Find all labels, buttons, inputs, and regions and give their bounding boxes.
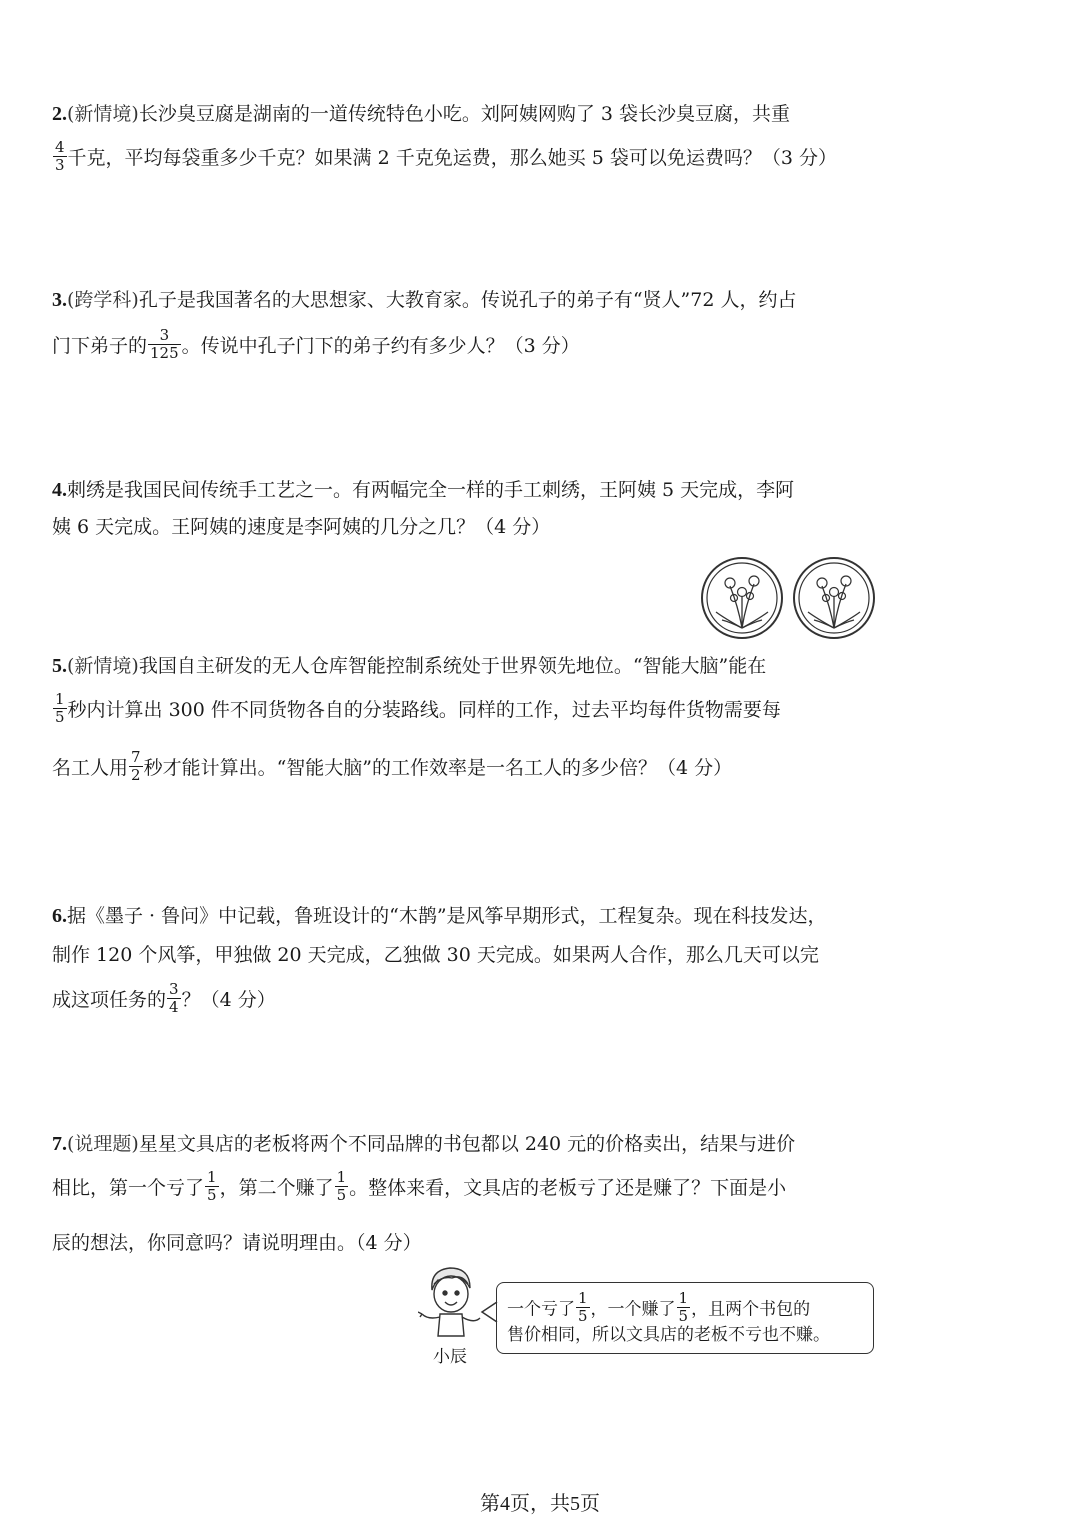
q6-text-3a: 成这项任务的 <box>52 988 167 1011</box>
question-number: 6. <box>52 905 67 927</box>
fraction: $\frac{1}{5}$ <box>55 690 65 726</box>
speech-text-b: ，一个赚了 <box>590 1299 676 1320</box>
q3-text-1: 孔子是我国著名的大思想家、大教育家。传说孔子的弟子有“贤人”72 人，约占 <box>138 289 797 311</box>
q3-line-2 <box>52 326 580 364</box>
q6-line-1 <box>52 906 827 926</box>
fraction: $\frac{1}{5}$ <box>578 1289 588 1325</box>
q6-text-2: 制作 120 个风筝，甲独做 20 天完成，乙独做 30 天完成。如果两人合作，那么几天可以完 <box>52 944 819 966</box>
page-number: 第4页，共5页 <box>480 1493 600 1515</box>
q4-text-2: 姨 6 天完成。王阿姨的速度是李阿姨的几分之几？（4 分） <box>52 516 551 538</box>
q6-line-3 <box>52 980 276 1018</box>
question-number: 7. <box>52 1133 67 1155</box>
speech-text-c: ，且两个书包的 <box>691 1299 811 1320</box>
fraction: $\frac{3}{4}$ <box>169 980 179 1016</box>
question-tag: (说理题) <box>67 1133 139 1155</box>
fraction: $\frac{1}{5}$ <box>207 1168 217 1204</box>
boy-character-icon <box>418 1262 484 1344</box>
fraction: $\frac{3}{125}$ <box>150 326 179 362</box>
q6-text-3b: ？（4 分） <box>181 988 276 1011</box>
question-number: 5. <box>52 655 67 677</box>
q7-line-3 <box>52 1234 422 1253</box>
q3-text-2a: 门下弟子的 <box>52 334 148 357</box>
q6-text-1: 据《墨子 · 鲁问》中记载，鲁班设计的“木鹊”是风筝早期形式，工程复杂。现在科技发达， <box>67 905 827 927</box>
q5-text-1: 我国自主研发的无人仓库智能控制系统处于世界领先地位。“智能大脑”能在 <box>138 655 767 677</box>
speech-line-2 <box>507 1327 830 1344</box>
speaker-name: 小辰 <box>433 1347 467 1367</box>
q7-text-2b: ，第二个赚了 <box>219 1176 334 1199</box>
question-number: 2. <box>52 103 67 125</box>
speech-bubble <box>496 1282 874 1354</box>
q7-line-1 <box>52 1134 795 1154</box>
q5-text-3a: 名工人用 <box>52 756 129 779</box>
fraction: $\frac{4}{3}$ <box>55 138 65 174</box>
q7-line-2 <box>52 1168 787 1206</box>
q7-text-1: 星星文具店的老板将两个不同品牌的书包都以 240 元的价格卖出，结果与进价 <box>138 1133 796 1155</box>
q5-line-2 <box>52 690 781 728</box>
fraction: $\frac{1}{5}$ <box>336 1168 347 1204</box>
speech-text-line2: 售价相同，所以文具店的老板不亏也不赚。 <box>507 1325 830 1345</box>
fraction: $\frac{7}{2}$ <box>131 748 141 784</box>
q4-line-2 <box>52 518 550 537</box>
q2-line-2 <box>52 138 838 176</box>
question-number: 4. <box>52 479 67 501</box>
q2-line-1 <box>52 104 790 124</box>
q5-text-2: 秒内计算出 300 件不同货物各自的分装路线。同样的工作，过去平均每件货物需要每 <box>67 698 781 721</box>
q5-text-3b: 秒才能计算出。“智能大脑”的工作效率是一名工人的多少倍？（4 分） <box>143 756 733 779</box>
q3-text-2b: 。传说中孔子门下的弟子约有多少人？（3 分） <box>181 334 580 357</box>
question-tag: (跨学科) <box>67 289 139 311</box>
embroidery-orchid-icon <box>700 556 784 640</box>
q7-text-3: 辰的想法，你同意吗？请说明理由。（4 分） <box>52 1232 422 1254</box>
q4-text-1: 刺绣是我国民间传统手工艺之一。有两幅完全一样的手工刺绣，王阿姨 5 天完成，李阿 <box>67 479 795 501</box>
question-tag: (新情境) <box>67 655 139 677</box>
speech-line-1 <box>507 1289 811 1327</box>
q3-line-1 <box>52 290 796 310</box>
q5-line-1 <box>52 656 766 676</box>
q7-text-2a: 相比，第一个亏了 <box>52 1176 205 1199</box>
question-tag: (新情境) <box>67 103 139 125</box>
q2-text-1: 长沙臭豆腐是湖南的一道传统特色小吃。刘阿姨网购了 3 袋长沙臭豆腐，共重 <box>138 103 790 125</box>
embroidery-orchid-icon <box>792 556 876 640</box>
q7-text-2c: 。整体来看，文具店的老板亏了还是赚了？下面是小 <box>349 1176 787 1199</box>
q2-text-2: 千克，平均每袋重多少千克？如果满 2 千克免运费，那么她买 5 袋可以免运费吗？（3 分） <box>67 146 838 169</box>
q4-line-1 <box>52 480 794 500</box>
question-number: 3. <box>52 289 67 311</box>
fraction: $\frac{1}{5}$ <box>678 1289 689 1325</box>
q6-line-2 <box>52 946 819 965</box>
speech-text-a: 一个亏了 <box>507 1299 575 1320</box>
q5-line-3 <box>52 748 733 786</box>
